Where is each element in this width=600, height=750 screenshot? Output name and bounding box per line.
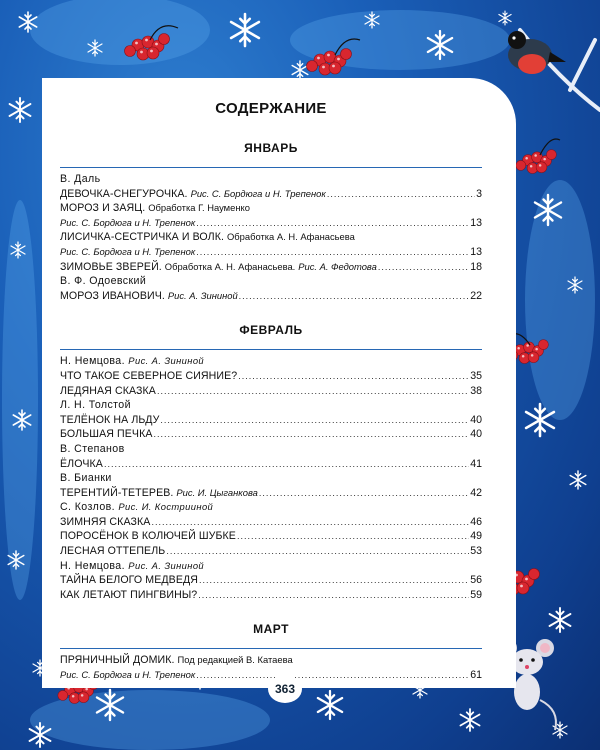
entry-title: ТЕЛЁНОК НА ЛЬДУ [60, 413, 160, 426]
author: В. Бианки [60, 472, 112, 485]
entry-illustrator: Рис. И. Цыганкова [176, 486, 258, 498]
author-name: Н. Немцова. [60, 355, 125, 368]
entry-title: ЛИСИЧКА-СЕСТРИЧКА И ВОЛК. [60, 231, 225, 244]
section-divider [60, 167, 482, 168]
entry-title: ЛЕДЯНАЯ СКАЗКА [60, 384, 156, 397]
dot-leader [196, 216, 469, 231]
entry-page: 53 [470, 545, 482, 558]
dot-leader [196, 668, 469, 683]
entry-title: ТАЙНА БЕЛОГО МЕДВЕДЯ [60, 574, 199, 587]
month-heading: ЯНВАРЬ [244, 141, 298, 155]
toc-entry[interactable] [60, 230, 482, 245]
entry-title: ЧТО ТАКОЕ СЕВЕРНОЕ СИЯНИЕ? [60, 369, 238, 382]
author [60, 559, 482, 574]
toc-entry[interactable] [60, 187, 482, 202]
dot-leader [151, 515, 469, 530]
toc-entry[interactable] [60, 653, 482, 668]
entry-title: ДЕВОЧКА-СНЕГУРОЧКА. [60, 187, 188, 200]
dot-leader [378, 260, 469, 275]
contents-list [60, 98, 482, 683]
dot-leader [237, 529, 469, 544]
entry-page: 59 [470, 588, 482, 601]
author [60, 354, 482, 369]
section-january [60, 141, 482, 303]
toc-entry[interactable] [60, 588, 482, 603]
dot-leader [157, 384, 469, 399]
entry-page: 22 [470, 289, 482, 302]
toc-entry[interactable] [60, 413, 482, 428]
dot-leader [198, 588, 469, 603]
entry-page: 13 [470, 245, 482, 258]
dot-leader [104, 457, 469, 472]
entry-page: 40 [470, 413, 482, 426]
entry-note: Обработка Г. Науменко [148, 202, 250, 214]
toc-entry-credit [60, 245, 482, 260]
section-divider [60, 648, 482, 649]
author-illustrator: Рис. А. Зининой [128, 355, 205, 367]
entry-page: 41 [470, 457, 482, 470]
dot-leader [238, 369, 469, 384]
entry-note: Обработка А. Н. Афанасьева [226, 231, 355, 243]
toc-entry[interactable] [60, 384, 482, 399]
author: В. Даль [60, 173, 101, 185]
entry-page: 18 [470, 260, 482, 273]
toc-entry-credit [60, 216, 482, 231]
section-divider [60, 349, 482, 350]
author-name: Н. Немцова. [60, 559, 125, 572]
month-heading: МАРТ [253, 622, 289, 637]
entry-page: 38 [470, 384, 482, 397]
entry-title: МОРОЗ ИВАНОВИЧ. [60, 289, 165, 302]
author [60, 500, 482, 515]
bullfinch-bird [508, 31, 566, 74]
entry-note: Обработка А. Н. Афанасьева. [164, 260, 296, 272]
entry-title: ЛЕСНАЯ ОТТЕПЕЛЬ [60, 545, 166, 558]
entry-illustrator: Рис. С. Бордюга и Н. Трепенок [60, 216, 196, 228]
dot-leader [259, 486, 469, 501]
contents-panel [42, 78, 516, 688]
toc-entry[interactable] [60, 529, 482, 544]
entry-title: МОРОЗ И ЗАЯЦ. [60, 202, 146, 215]
month-heading: ФЕВРАЛЬ [239, 323, 303, 338]
entry-page: 13 [470, 216, 482, 229]
entry-title: ПОРОСЁНОК В КОЛЮЧЕЙ ШУБКЕ [60, 530, 236, 543]
entry-note: Под редакцией В. Катаева [177, 654, 293, 666]
entry-page: 35 [470, 369, 482, 382]
author-name: С. Козлов. [60, 501, 115, 514]
author-illustrator: Рис. А. Зининой [128, 559, 205, 571]
entry-page: 3 [476, 187, 482, 200]
toc-entry[interactable] [60, 201, 482, 216]
entry-page: 49 [470, 530, 482, 543]
dot-leader [160, 413, 469, 428]
dot-leader [199, 573, 469, 588]
author: В. Ф. Одоевский [60, 275, 147, 288]
entry-title: ПРЯНИЧНЫЙ ДОМИК. [60, 654, 175, 667]
dot-leader [239, 289, 470, 304]
entry-page: 42 [470, 486, 482, 499]
entry-illustrator: Рис. А. Федотова [298, 260, 377, 272]
author: Л. Н. Толстой [60, 399, 131, 412]
section-march [60, 622, 482, 682]
entry-illustrator: Рис. А. Зининой [167, 289, 238, 301]
dot-leader [327, 187, 475, 202]
page-title: СОДЕРЖАНИЕ [215, 100, 327, 117]
entry-title: ТЕРЕНТИЙ-ТЕТЕРЕВ. [60, 486, 174, 499]
toc-entry[interactable] [60, 544, 482, 559]
entry-title: БОЛЬШАЯ ПЕЧКА [60, 428, 153, 441]
entry-title: ЗИМОВЬЕ ЗВЕРЕЙ. [60, 260, 162, 273]
entry-page: 61 [470, 669, 482, 682]
toc-entry[interactable] [60, 369, 482, 384]
entry-illustrator: Рис. С. Бордюга и Н. Трепенок [60, 669, 196, 681]
entry-page: 46 [470, 515, 482, 528]
entry-page: 40 [470, 428, 482, 441]
section-february [60, 323, 482, 602]
toc-entry[interactable] [60, 515, 482, 530]
toc-entry[interactable] [60, 457, 482, 472]
dot-leader [196, 245, 469, 260]
entry-title: ЗИМНЯЯ СКАЗКА [60, 515, 151, 528]
toc-entry[interactable] [60, 260, 482, 275]
toc-entry[interactable] [60, 289, 482, 304]
entry-illustrator: Рис. С. Бордюга и Н. Трепенок [190, 187, 326, 199]
entry-title: ЁЛОЧКА [60, 457, 103, 470]
toc-entry[interactable] [60, 427, 482, 442]
dot-leader [154, 427, 470, 442]
toc-entry[interactable] [60, 486, 482, 501]
entry-title: КАК ЛЕТАЮТ ПИНГВИНЫ? [60, 588, 198, 601]
author: В. Степанов [60, 442, 125, 455]
dot-leader [166, 544, 469, 559]
page-number: 363 [268, 675, 302, 703]
author-illustrator: Рис. И. Кострииной [118, 501, 214, 513]
entry-illustrator: Рис. С. Бордюга и Н. Трепенок [60, 245, 196, 257]
entry-page: 56 [470, 574, 482, 587]
toc-entry[interactable] [60, 573, 482, 588]
